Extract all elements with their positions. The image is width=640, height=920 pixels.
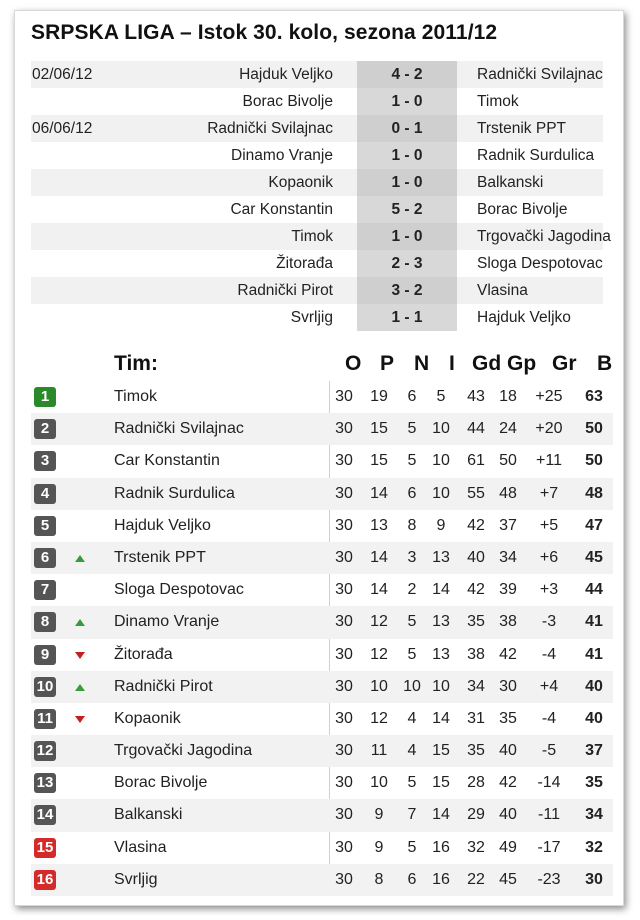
standings-row [31, 606, 613, 638]
stat-gp: 35 [499, 709, 517, 727]
team-name: Dinamo Vranje [114, 613, 220, 631]
stat-gr: +4 [539, 677, 559, 695]
stat-i: 10 [432, 484, 450, 502]
standings-row [31, 542, 613, 574]
stat-o: 30 [335, 516, 353, 534]
rank-badge: 12 [34, 741, 56, 761]
stat-gr: +20 [535, 420, 563, 438]
stat-n: 2 [407, 581, 417, 599]
match-date: 02/06/12 [32, 66, 93, 83]
match-score: 1 - 0 [357, 223, 457, 250]
stat-o: 30 [335, 420, 353, 438]
stat-gr: +3 [539, 581, 559, 599]
stat-gp: 42 [499, 774, 517, 792]
stat-p: 8 [374, 870, 384, 888]
header-team: Tim: [114, 352, 158, 375]
match-score: 1 - 0 [357, 88, 457, 115]
stat-o: 30 [335, 613, 353, 631]
stat-b: 37 [585, 742, 603, 760]
team-name: Trgovački Jagodina [114, 742, 253, 760]
stat-n: 6 [407, 388, 417, 405]
standings-row [31, 381, 613, 413]
stat-gr: +25 [535, 388, 563, 405]
team-name: Sloga Despotovac [114, 581, 244, 599]
stat-i: 14 [432, 709, 450, 727]
rank-badge: 14 [34, 805, 56, 825]
stat-gp: 34 [499, 548, 517, 566]
league-card [14, 10, 624, 906]
stat-gp: 39 [499, 581, 517, 599]
match-row [31, 223, 611, 250]
stat-gp: 48 [499, 484, 517, 502]
match-score: 4 - 2 [357, 61, 457, 88]
stat-i: 13 [432, 645, 450, 663]
stat-n: 5 [407, 645, 417, 663]
away-team: Borac Bivolje [477, 201, 568, 218]
away-team: Sloga Despotovac [477, 255, 603, 272]
home-team: Car Konstantin [230, 201, 333, 218]
stat-i: 14 [432, 806, 450, 824]
stat-o: 30 [335, 581, 353, 599]
stat-o: 30 [335, 774, 353, 792]
rank-badge: 10 [34, 677, 56, 697]
stat-i: 13 [432, 613, 450, 631]
stat-gd: 35 [467, 742, 485, 760]
header-gr: Gr [552, 352, 577, 375]
match-row [31, 277, 603, 304]
stat-gr: -17 [537, 838, 561, 856]
standings-row [31, 832, 613, 864]
stat-b: 35 [585, 774, 603, 792]
team-name: Balkanski [114, 806, 183, 824]
stat-p: 11 [370, 742, 388, 760]
stat-gd: 28 [467, 774, 485, 792]
team-name: Žitorađa [114, 645, 173, 663]
rank-badge: 1 [34, 387, 56, 407]
standings-row [31, 478, 613, 510]
stat-gp: 38 [499, 613, 517, 631]
match-date: 06/06/12 [32, 120, 93, 137]
rank-badge: 8 [34, 612, 56, 632]
stat-p: 12 [370, 709, 388, 727]
away-team: Hajduk Veljko [477, 309, 571, 326]
rank-badge: 2 [34, 419, 56, 439]
rank-badge: 11 [34, 709, 56, 729]
stat-b: 32 [585, 838, 603, 856]
team-name: Kopaonik [114, 709, 181, 727]
away-team: Trstenik PPT [477, 120, 566, 137]
rank-badge: 6 [34, 548, 56, 568]
stat-n: 5 [407, 613, 417, 631]
stat-i: 9 [436, 516, 446, 534]
home-team: Dinamo Vranje [231, 147, 333, 164]
standings-row [31, 735, 613, 767]
stat-b: 40 [585, 709, 603, 727]
team-name: Timok [114, 388, 157, 405]
match-row [31, 61, 603, 88]
home-team: Radnički Svilajnac [207, 120, 333, 137]
stat-gp: 18 [499, 388, 517, 405]
stat-gd: 22 [467, 870, 485, 888]
standings-row [31, 510, 613, 542]
header-b: B [597, 352, 613, 375]
team-name: Car Konstantin [114, 452, 220, 470]
page-title: SRPSKA LIGA – Istok 30. kolo, sezona 2011/12 [31, 21, 498, 44]
stat-gr: -14 [537, 774, 561, 792]
stat-o: 30 [335, 548, 353, 566]
home-team: Borac Bivolje [242, 93, 333, 110]
standings-header [31, 349, 613, 381]
stat-p: 10 [370, 774, 388, 792]
stat-gd: 31 [467, 709, 485, 727]
team-name: Hajduk Veljko [114, 516, 211, 534]
stat-i: 14 [432, 581, 450, 599]
match-score: 5 - 2 [357, 196, 457, 223]
standings-row [31, 413, 613, 445]
rank-badge: 5 [34, 516, 56, 536]
stat-b: 40 [585, 677, 603, 695]
stat-gd: 44 [467, 420, 485, 438]
header-gp: Gp [507, 352, 537, 375]
trend-up-icon [75, 684, 85, 691]
match-score: 1 - 1 [357, 304, 457, 331]
team-name: Radnički Pirot [114, 677, 213, 695]
team-name: Svrljig [114, 870, 158, 888]
stat-b: 48 [585, 484, 603, 502]
rank-badge: 3 [34, 451, 56, 471]
stat-p: 9 [374, 806, 384, 824]
match-score: 1 - 0 [357, 142, 457, 169]
stat-p: 14 [370, 581, 388, 599]
stat-gd: 35 [467, 613, 485, 631]
away-team: Balkanski [477, 174, 544, 191]
match-row [31, 169, 603, 196]
team-name: Vlasina [114, 838, 167, 856]
stat-b: 50 [585, 452, 603, 470]
stat-b: 41 [585, 613, 603, 631]
stat-o: 30 [335, 645, 353, 663]
stat-gr: +5 [539, 516, 559, 534]
trend-up-icon [75, 619, 85, 626]
home-team: Radnički Pirot [237, 282, 333, 299]
standings-row [31, 767, 613, 799]
away-team: Vlasina [477, 282, 528, 299]
match-score: 1 - 0 [357, 169, 457, 196]
stat-p: 10 [370, 677, 388, 695]
stat-o: 30 [335, 452, 353, 470]
stat-gp: 40 [499, 742, 517, 760]
standings-row [31, 864, 613, 896]
team-name: Trstenik PPT [114, 548, 206, 566]
home-team: Žitorađa [276, 255, 333, 272]
stat-gd: 42 [467, 516, 485, 534]
stat-gp: 45 [499, 870, 517, 888]
header-i: I [449, 352, 455, 375]
team-name: Radnički Svilajnac [114, 420, 244, 438]
stat-gd: 43 [467, 388, 485, 405]
stat-n: 8 [407, 516, 417, 534]
match-score: 0 - 1 [357, 115, 457, 142]
rank-badge: 4 [34, 484, 56, 504]
trend-down-icon [75, 716, 85, 723]
stat-p: 12 [370, 645, 388, 663]
home-team: Hajduk Veljko [239, 66, 333, 83]
header-p: P [380, 352, 395, 375]
team-name: Radnik Surdulica [114, 484, 235, 502]
stat-b: 44 [585, 581, 603, 599]
stat-gr: -5 [541, 742, 557, 760]
stat-p: 19 [370, 388, 388, 405]
stat-gp: 30 [499, 677, 517, 695]
stat-o: 30 [335, 838, 353, 856]
match-row [31, 115, 603, 142]
rank-badge: 7 [34, 580, 56, 600]
stat-gd: 55 [467, 484, 485, 502]
stat-gd: 29 [467, 806, 485, 824]
stat-gr: -4 [541, 709, 557, 727]
stat-n: 5 [407, 452, 417, 470]
stat-i: 10 [432, 677, 450, 695]
standings-row [31, 639, 613, 671]
stat-b: 41 [585, 645, 603, 663]
stat-b: 50 [585, 420, 603, 438]
stat-o: 30 [335, 742, 353, 760]
stat-i: 15 [432, 742, 450, 760]
stat-gp: 50 [499, 452, 517, 470]
stat-n: 3 [407, 548, 417, 566]
stat-o: 30 [335, 484, 353, 502]
stat-n: 5 [407, 838, 417, 856]
stat-i: 5 [436, 388, 446, 405]
stat-p: 14 [370, 484, 388, 502]
away-team: Radnički Svilajnac [477, 66, 603, 83]
standings-row [31, 703, 613, 735]
stat-gd: 42 [467, 581, 485, 599]
stat-gd: 32 [467, 838, 485, 856]
stat-gr: +6 [539, 548, 559, 566]
stat-b: 63 [585, 388, 603, 405]
stat-gr: +11 [536, 452, 562, 470]
trend-down-icon [75, 652, 85, 659]
stat-n: 6 [407, 870, 417, 888]
standings-row [31, 445, 613, 477]
stat-o: 30 [335, 870, 353, 888]
rank-badge: 16 [34, 870, 56, 890]
stat-o: 30 [335, 677, 353, 695]
stat-p: 15 [370, 420, 388, 438]
stat-b: 30 [585, 870, 603, 888]
standings-row [31, 574, 613, 606]
stat-gr: -11 [538, 806, 560, 824]
stat-gr: -4 [541, 645, 557, 663]
stat-i: 10 [432, 420, 450, 438]
stat-o: 30 [335, 806, 353, 824]
trend-up-icon [75, 555, 85, 562]
match-row [31, 142, 603, 169]
stat-n: 6 [407, 484, 417, 502]
match-row [31, 88, 603, 115]
rank-badge: 9 [34, 645, 56, 665]
stat-gd: 34 [467, 677, 485, 695]
header-gd: Gd [472, 352, 502, 375]
stat-p: 9 [374, 838, 384, 856]
match-score: 3 - 2 [357, 277, 457, 304]
stat-gp: 40 [499, 806, 517, 824]
header-o: O [345, 352, 362, 375]
standings-row [31, 799, 613, 831]
stat-i: 16 [432, 838, 450, 856]
team-name: Borac Bivolje [114, 774, 208, 792]
stat-n: 10 [403, 677, 421, 695]
stat-o: 30 [335, 388, 353, 405]
stat-p: 13 [370, 516, 388, 534]
standings-row [31, 671, 613, 703]
stat-gd: 38 [467, 645, 485, 663]
away-team: Trgovački Jagodina [477, 228, 611, 245]
stat-n: 4 [407, 709, 417, 727]
rank-badge: 15 [34, 838, 56, 858]
rank-badge: 13 [34, 773, 56, 793]
standings-table [31, 349, 613, 896]
stat-gp: 24 [499, 420, 517, 438]
header-n: N [414, 352, 430, 375]
stat-gp: 49 [499, 838, 517, 856]
stat-gr: -23 [537, 870, 561, 888]
stat-i: 10 [432, 452, 450, 470]
stat-n: 5 [407, 774, 417, 792]
stat-b: 47 [585, 516, 603, 534]
stat-gr: -3 [541, 613, 557, 631]
stat-p: 12 [370, 613, 388, 631]
stat-gd: 40 [467, 548, 485, 566]
match-score: 2 - 3 [357, 250, 457, 277]
match-results-list [31, 61, 611, 331]
stat-p: 14 [370, 548, 388, 566]
match-row [31, 304, 603, 331]
stat-i: 13 [432, 548, 450, 566]
match-row [31, 196, 603, 223]
stat-i: 15 [432, 774, 450, 792]
stat-n: 4 [407, 742, 417, 760]
stat-p: 15 [370, 452, 388, 470]
away-team: Timok [477, 93, 519, 110]
stat-gp: 42 [499, 645, 517, 663]
stat-o: 30 [335, 709, 353, 727]
away-team: Radnik Surdulica [477, 147, 595, 164]
home-team: Kopaonik [268, 174, 333, 191]
stat-n: 5 [407, 420, 417, 438]
stat-gr: +7 [539, 484, 559, 502]
stat-gd: 61 [467, 452, 485, 470]
stat-gp: 37 [499, 516, 517, 534]
stat-n: 7 [407, 806, 417, 824]
stat-i: 16 [432, 870, 450, 888]
home-team: Svrljig [290, 309, 333, 326]
match-row [31, 250, 603, 277]
stat-b: 34 [585, 806, 603, 824]
home-team: Timok [291, 228, 333, 245]
stat-b: 45 [585, 548, 603, 566]
